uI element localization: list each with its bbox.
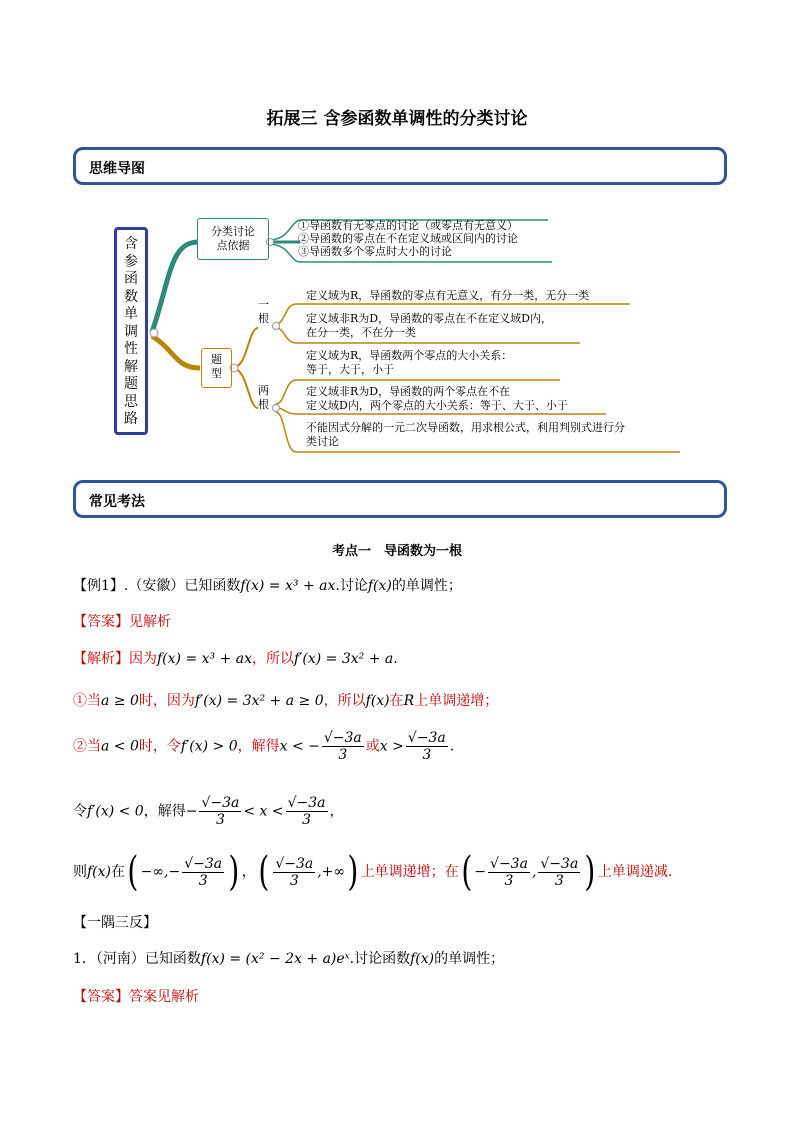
question-text: 1．（河南）已知函数 <box>73 951 201 967</box>
fraction: $\frac{√-3a}{3}$ <box>540 855 579 889</box>
mindmap-root-char: 参 <box>124 253 138 270</box>
mindmap-two-roots-item-3: 不能因式分解的一元二次导函数，用求根公式，利用判别式进行分 类讨论 <box>306 421 625 448</box>
mindmap-root-char: 题 <box>124 376 138 392</box>
case-text: 上单调递增；在 <box>360 864 459 880</box>
case-text: ，解得 <box>237 738 280 755</box>
case-text: 令 <box>73 803 87 820</box>
math-expr: f(x) = x³ + ax <box>157 651 253 667</box>
case-text: ①当 <box>73 693 101 709</box>
mindmap-basis-item-1: ①导函数有无零点的讨论（或零点有无意义） <box>298 219 518 232</box>
section-title: 思维导图 <box>89 161 145 177</box>
math-expr: a ≥ 0 <box>101 693 139 709</box>
math-expr: f(x) <box>410 951 435 967</box>
answer-text: 答案见解析 <box>129 989 199 1005</box>
kaodian-title: 考点一 导函数为一根 <box>331 544 462 559</box>
example-text: 的单调性； <box>391 578 462 594</box>
section-title: 常见考法 <box>89 494 145 510</box>
mindmap-two-roots: 两 根 <box>258 384 269 411</box>
math-expr: f′(x) < 0 <box>87 803 144 820</box>
mindmap-root <box>114 227 148 435</box>
mindmap-root-char: 解 <box>124 358 138 375</box>
mindmap-branch-types: 题 型 <box>201 348 232 388</box>
practice-answer-1 <box>73 986 199 1006</box>
fraction: $\frac{√-3a}{3}$ <box>201 795 240 828</box>
case-text: 或 <box>365 738 380 755</box>
fraction: $\frac{√-3a}{3}$ <box>490 855 528 889</box>
mindmap-root-char: 含 <box>124 236 138 252</box>
example-text: .讨论 <box>335 578 368 594</box>
mindmap-one-root-item-1: 定义域为R，导函数的零点有无意义，有分一类，无分一类 <box>306 289 590 302</box>
mindmap-root-char: 数 <box>124 288 138 305</box>
analysis-text: 因为 <box>129 651 157 667</box>
case-text: ，所以 <box>323 693 366 709</box>
example-question <box>73 575 462 595</box>
section-header-mindmap <box>73 147 727 185</box>
mindmap-root-char: 路 <box>124 411 138 427</box>
case-text: 上单调递增； <box>414 693 499 709</box>
mindmap-one-root-item-2: 定义域非R为D，导函数的零点在不在定义域D内， 在分一类，不在分一类 <box>306 312 552 339</box>
conclusion: 则f(x)在( −∞,− $\frac{√-3a}{3}$ ) ，( $\frac{√-3a}{3}$ ,+∞) 上单调递增；在( − $\frac{√-3a}{3}$ , $\frac{√-3a}{3}$ ) 上单调递减. <box>73 849 673 895</box>
mindmap-root-char: 性 <box>124 341 138 357</box>
mindmap-basis-item-2: ②导函数的零点在不在定义域或区间内的讨论 <box>298 232 518 245</box>
case-text: ②当 <box>73 738 101 755</box>
answer-tag: 【答案】 <box>73 989 129 1005</box>
math-expr: f′(x) = 3x² + a ≥ 0 <box>194 693 324 709</box>
fraction: $\frac{√-3a}{3}$ <box>407 730 446 763</box>
mindmap-root-text <box>117 236 145 429</box>
math-expr: f′(x) = 3x² + a <box>294 651 394 667</box>
fraction: $\frac{√-3a}{3}$ <box>184 855 223 889</box>
answer-text: 见解析 <box>129 614 171 630</box>
case-1 <box>73 690 498 710</box>
question-text: 的单调性； <box>434 951 505 967</box>
mindmap-root-char: 单 <box>124 306 138 322</box>
case-text: 时，因为 <box>138 693 195 709</box>
answer-tag: 【答案】 <box>73 614 129 630</box>
math-expr: f(x) <box>87 864 112 880</box>
math-expr: f(x) <box>367 578 392 594</box>
mindmap-two-roots-item-1: 定义域为R，导函数两个零点的大小关系： 等于，大于，小于 <box>306 349 513 376</box>
mindmap-basis-item-3: ③导函数多个零点时大小的讨论 <box>298 245 452 258</box>
example-label: 【例1】.（安徽）已知函数 <box>73 578 241 594</box>
example-answer <box>73 611 171 631</box>
mindmap-two-roots-item-2: 定义域非R为D，导函数的两个零点在不在 定义域D内，两个零点的大小关系：等于、大于、小于 <box>306 385 568 412</box>
fraction: $\frac{√-3a}{3}$ <box>323 730 362 763</box>
practice-question-1 <box>73 948 504 968</box>
analysis-text: ，所以 <box>252 651 295 667</box>
mindmap-one-root: 一 根 <box>258 298 269 325</box>
math-expr: f(x) = x³ + ax <box>240 578 336 594</box>
mindmap-root-char: 函 <box>124 271 138 287</box>
example-analysis: 【解析】因为f(x) = x³ + ax，所以f′(x) = 3x² + a. <box>73 651 398 667</box>
case-text: 上单调递减. <box>597 864 673 880</box>
mindmap-root-char: 思 <box>124 393 138 410</box>
question-text: .讨论函数 <box>349 951 411 967</box>
fraction: $\frac{√-3a}{3}$ <box>275 855 314 889</box>
section-header-methods <box>73 480 727 518</box>
case-text: 在 <box>389 693 404 709</box>
math-expr: R <box>403 693 415 709</box>
practice-heading: 【一隅三反】 <box>73 915 157 931</box>
page-title: 拓展三 含参函数单调性的分类讨论 <box>266 109 528 129</box>
analysis-tag: 【解析】 <box>73 651 129 667</box>
case-2-decrease: 令f′(x) < 0，解得− $\frac{√-3a}{3}$ < x < $\frac{√-3a}{3}$ ， <box>73 795 344 828</box>
case-text: 则 <box>73 864 87 880</box>
math-expr: f(x) <box>365 693 390 709</box>
math-expr: a < 0 <box>101 738 139 755</box>
case-text: 在 <box>111 864 126 880</box>
mindmap-root-char: 调 <box>124 323 138 340</box>
fraction: $\frac{√-3a}{3}$ <box>287 795 326 828</box>
math-expr: f(x) = (x² − 2x + a)eˣ <box>200 951 350 967</box>
case-2: ②当a < 0时，令f′(x) > 0，解得x < − $\frac{√-3a}{3}$ 或x > $\frac{√-3a}{3}$ . <box>73 730 455 763</box>
case-text: 时，令 <box>138 738 181 755</box>
math-expr: f′(x) > 0 <box>180 738 238 755</box>
mindmap-branch-basis: 分类讨论 点依据 <box>197 218 269 260</box>
